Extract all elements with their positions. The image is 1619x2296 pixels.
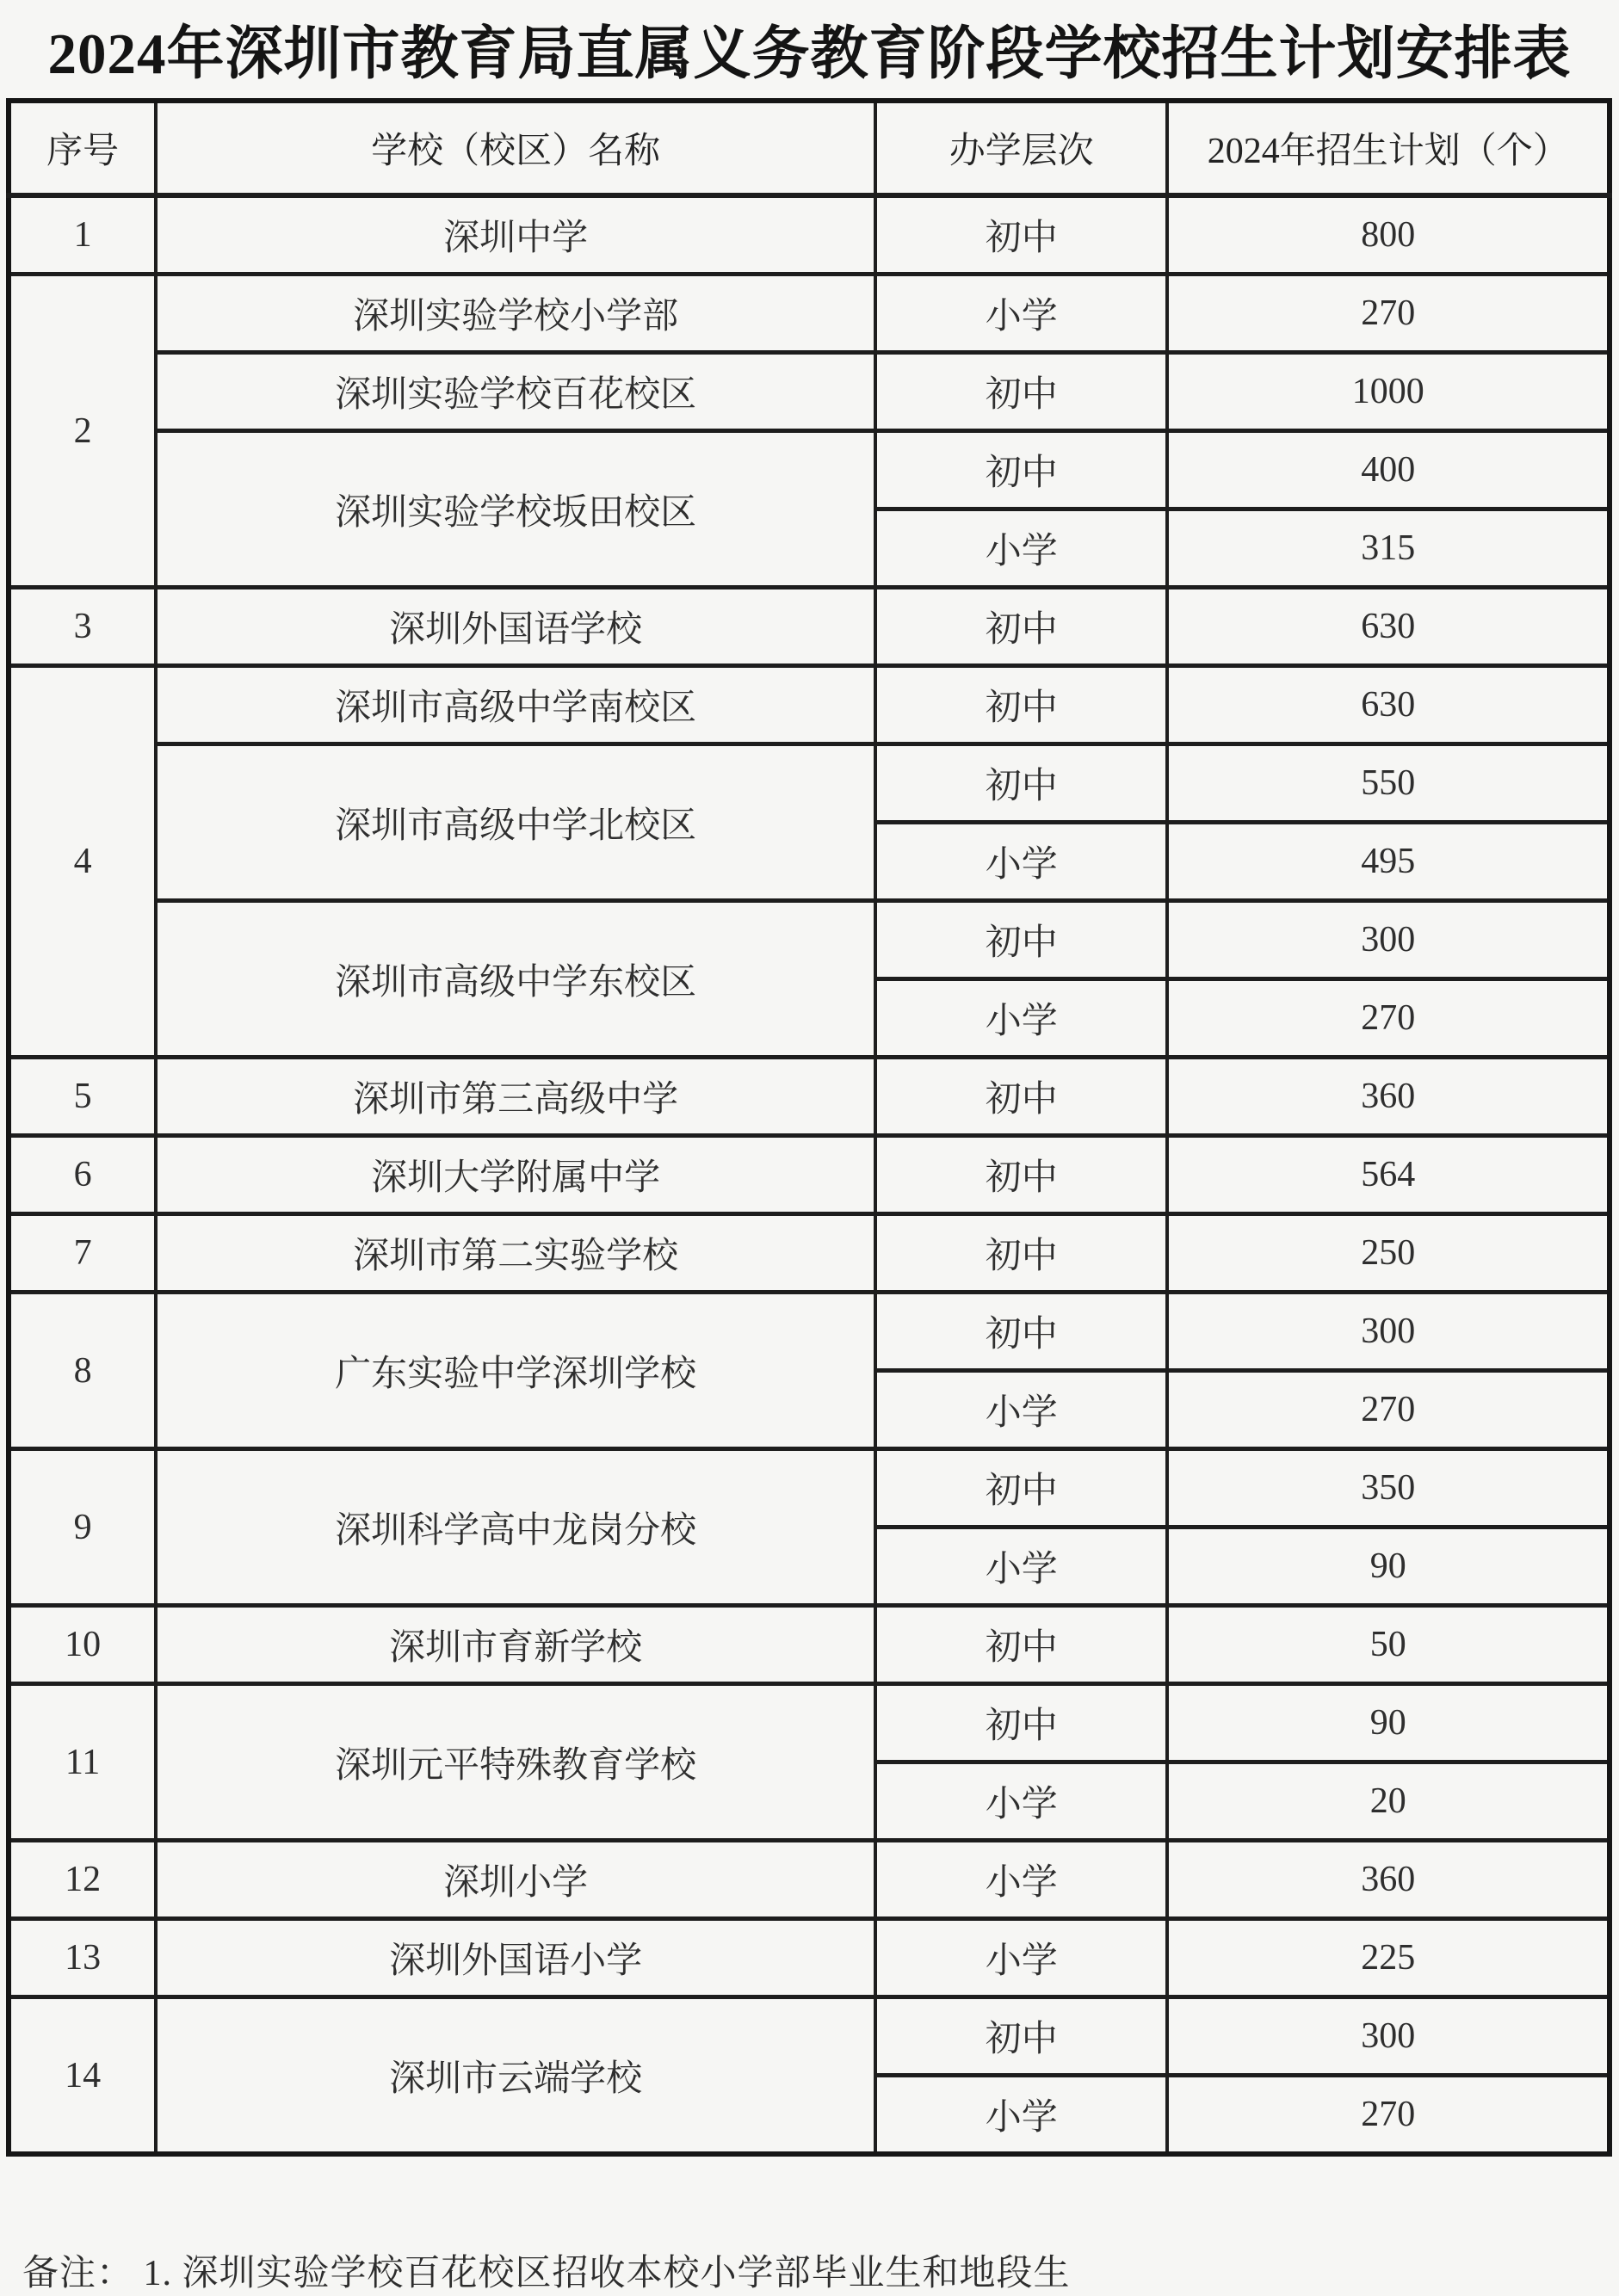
cell-level: 初中 — [875, 431, 1167, 509]
cell-level: 初中 — [875, 1136, 1167, 1214]
cell-level: 小学 — [875, 823, 1167, 901]
table-row — [9, 1058, 1610, 1136]
cell-plan: 250 — [1167, 1214, 1610, 1293]
cell-plan: 300 — [1167, 1293, 1610, 1371]
table-row — [9, 1136, 1610, 1214]
cell-level: 小学 — [875, 1371, 1167, 1449]
cell-school-name: 深圳科学高中龙岗分校 — [156, 1449, 875, 1606]
cell-no: 11 — [9, 1684, 156, 1841]
cell-school-name: 广东实验中学深圳学校 — [156, 1293, 875, 1449]
footnote: 备注： 1. 深圳实验学校百花校区招收本校小学部毕业生和地段生 — [22, 2254, 1071, 2293]
cell-level: 小学 — [875, 1919, 1167, 1997]
cell-no: 8 — [9, 1293, 156, 1449]
cell-level: 初中 — [875, 588, 1167, 666]
cell-school-name: 深圳外国语学校 — [156, 588, 875, 666]
cell-level: 初中 — [875, 1684, 1167, 1762]
cell-level: 初中 — [875, 195, 1167, 275]
cell-plan: 550 — [1167, 744, 1610, 823]
cell-plan: 495 — [1167, 823, 1610, 901]
cell-plan: 360 — [1167, 1841, 1610, 1919]
cell-plan: 300 — [1167, 901, 1610, 979]
cell-school-name: 深圳外国语小学 — [156, 1919, 875, 1997]
table-row — [9, 588, 1610, 666]
cell-level: 初中 — [875, 666, 1167, 744]
cell-level: 初中 — [875, 353, 1167, 431]
table-row — [9, 901, 1610, 979]
cell-no: 14 — [9, 1997, 156, 2155]
cell-no: 9 — [9, 1449, 156, 1606]
cell-no: 6 — [9, 1136, 156, 1214]
cell-plan: 20 — [1167, 1762, 1610, 1841]
table-header-row — [9, 101, 1610, 195]
cell-level: 初中 — [875, 1293, 1167, 1371]
cell-level: 初中 — [875, 1214, 1167, 1293]
cell-school-name: 深圳小学 — [156, 1841, 875, 1919]
cell-plan: 360 — [1167, 1058, 1610, 1136]
cell-school-name: 深圳实验学校坂田校区 — [156, 431, 875, 588]
header-cell-plan: 2024年招生计划（个） — [1167, 101, 1610, 195]
cell-plan: 315 — [1167, 509, 1610, 588]
cell-plan: 630 — [1167, 666, 1610, 744]
cell-school-name: 深圳大学附属中学 — [156, 1136, 875, 1214]
table-row — [9, 1841, 1610, 1919]
cell-no: 2 — [9, 275, 156, 588]
cell-plan: 270 — [1167, 1371, 1610, 1449]
cell-level: 小学 — [875, 1528, 1167, 1606]
cell-school-name: 深圳市云端学校 — [156, 1997, 875, 2155]
table-row — [9, 1684, 1610, 1762]
cell-no: 7 — [9, 1214, 156, 1293]
table-body — [9, 195, 1610, 2154]
page-title: 2024年深圳市教育局直属义务教育阶段学校招生计划安排表 — [47, 22, 1572, 86]
table-row — [9, 1293, 1610, 1371]
cell-no: 4 — [9, 666, 156, 1058]
cell-school-name: 深圳中学 — [156, 195, 875, 275]
cell-plan: 270 — [1167, 979, 1610, 1058]
cell-no: 10 — [9, 1606, 156, 1684]
table-row — [9, 1919, 1610, 1997]
cell-school-name: 深圳市高级中学南校区 — [156, 666, 875, 744]
cell-school-name: 深圳市第二实验学校 — [156, 1214, 875, 1293]
cell-school-name: 深圳实验学校小学部 — [156, 275, 875, 353]
table-row — [9, 744, 1610, 823]
table-row — [9, 1997, 1610, 2076]
cell-level: 初中 — [875, 901, 1167, 979]
cell-plan: 90 — [1167, 1684, 1610, 1762]
cell-plan: 90 — [1167, 1528, 1610, 1606]
header-cell-level: 办学层次 — [875, 101, 1167, 195]
cell-school-name: 深圳市高级中学东校区 — [156, 901, 875, 1058]
table-row — [9, 275, 1610, 353]
table-row — [9, 666, 1610, 744]
cell-level: 初中 — [875, 1606, 1167, 1684]
cell-level: 初中 — [875, 1997, 1167, 2076]
table-row — [9, 195, 1610, 275]
cell-school-name: 深圳市第三高级中学 — [156, 1058, 875, 1136]
table-row — [9, 1214, 1610, 1293]
cell-plan: 400 — [1167, 431, 1610, 509]
cell-level: 初中 — [875, 1449, 1167, 1528]
header-cell-name: 学校（校区）名称 — [156, 101, 875, 195]
cell-plan: 564 — [1167, 1136, 1610, 1214]
table-header — [9, 101, 1610, 195]
cell-plan: 350 — [1167, 1449, 1610, 1528]
cell-plan: 630 — [1167, 588, 1610, 666]
cell-plan: 1000 — [1167, 353, 1610, 431]
cell-plan: 800 — [1167, 195, 1610, 275]
cell-level: 小学 — [875, 1762, 1167, 1841]
cell-level: 初中 — [875, 744, 1167, 823]
cell-no: 13 — [9, 1919, 156, 1997]
table-row — [9, 1449, 1610, 1528]
cell-no: 5 — [9, 1058, 156, 1136]
cell-level: 小学 — [875, 509, 1167, 588]
cell-plan: 300 — [1167, 1997, 1610, 2076]
cell-no: 1 — [9, 195, 156, 275]
cell-plan: 270 — [1167, 275, 1610, 353]
cell-plan: 50 — [1167, 1606, 1610, 1684]
cell-level: 小学 — [875, 1841, 1167, 1919]
table-row — [9, 353, 1610, 431]
cell-plan: 225 — [1167, 1919, 1610, 1997]
cell-no: 3 — [9, 588, 156, 666]
cell-level: 小学 — [875, 2076, 1167, 2155]
table-row — [9, 1606, 1610, 1684]
table-row — [9, 431, 1610, 509]
cell-school-name: 深圳实验学校百花校区 — [156, 353, 875, 431]
header-cell-no: 序号 — [9, 101, 156, 195]
cell-plan: 270 — [1167, 2076, 1610, 2155]
cell-school-name: 深圳市高级中学北校区 — [156, 744, 875, 901]
cell-no: 12 — [9, 1841, 156, 1919]
cell-level: 小学 — [875, 979, 1167, 1058]
cell-school-name: 深圳市育新学校 — [156, 1606, 875, 1684]
cell-level: 初中 — [875, 1058, 1167, 1136]
cell-school-name: 深圳元平特殊教育学校 — [156, 1684, 875, 1841]
cell-level: 小学 — [875, 275, 1167, 353]
enrollment-plan-table — [6, 98, 1612, 2157]
